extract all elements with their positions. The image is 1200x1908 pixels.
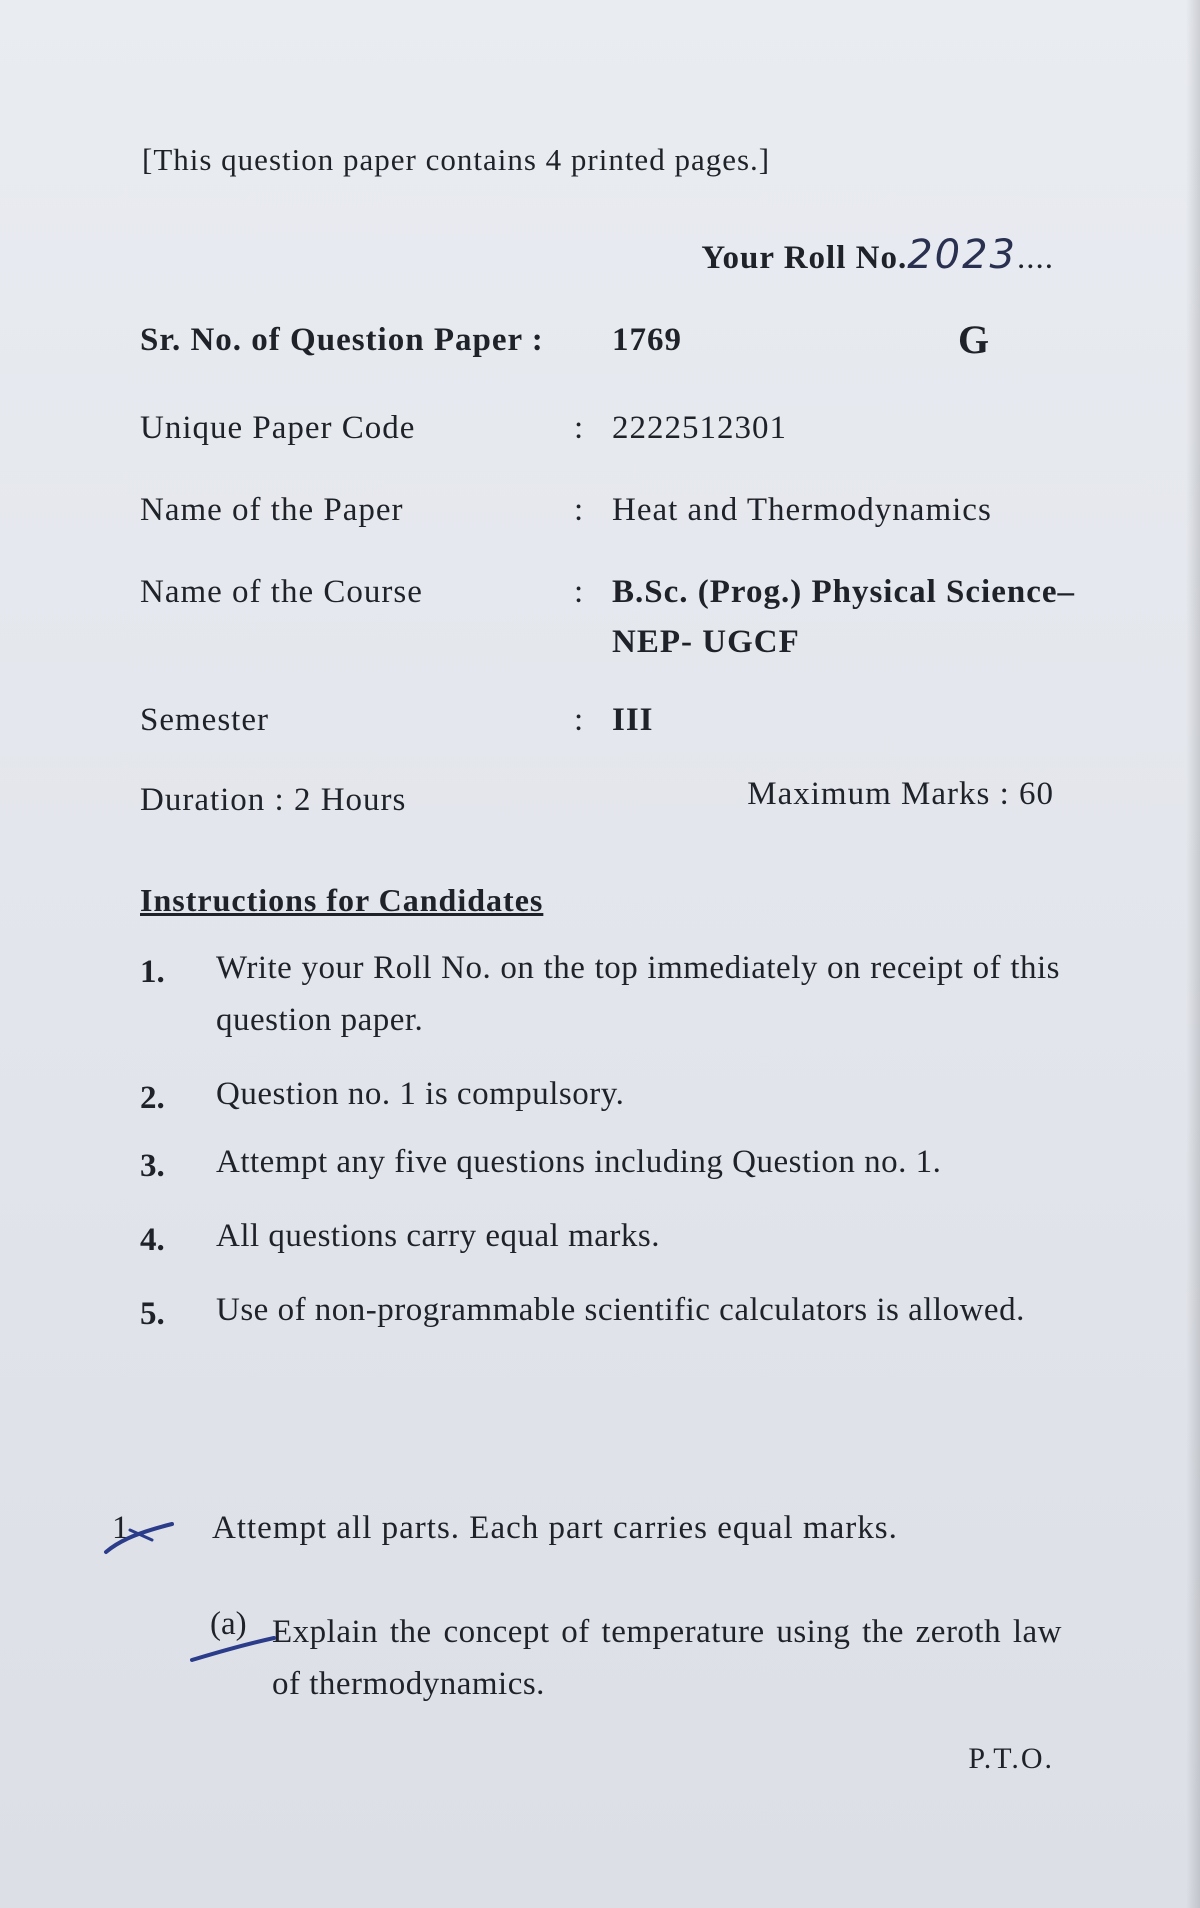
serial-number-value: 1769 xyxy=(612,322,682,358)
course-name-value: B.Sc. (Prog.) Physical Science– xyxy=(612,574,1075,610)
instructions-heading: Instructions for Candidates xyxy=(140,882,544,918)
paper-name-value: Heat and Thermodynamics xyxy=(612,492,992,528)
instruction-text: Question no. 1 is compulsory. xyxy=(216,1076,625,1112)
semester-colon: : xyxy=(574,702,584,738)
instruction-number: 3. xyxy=(140,1148,165,1184)
please-turn-over: P.T.O. xyxy=(968,1742,1054,1775)
serial-number-label: Sr. No. of Question Paper : xyxy=(140,322,544,358)
roll-number-label: Your Roll No. xyxy=(701,240,908,276)
paper-set-letter: G xyxy=(958,317,990,362)
paper-code-colon: : xyxy=(574,410,584,446)
page-count-note: [This question paper contains 4 printed pages.] xyxy=(142,142,771,177)
question-part-text: Explain the concept of temperature using the zeroth law of thermodynamics. xyxy=(272,1614,1062,1702)
question-text: Attempt all parts. Each part carries equal marks. xyxy=(212,1510,898,1546)
duration-text: Duration : 2 Hours xyxy=(140,782,407,818)
course-name-value-line2: NEP- UGCF xyxy=(612,624,800,660)
instruction-number: 4. xyxy=(140,1222,165,1258)
paper-name-colon: : xyxy=(574,492,584,528)
course-name-label: Name of the Course xyxy=(140,574,423,610)
paper-code-value: 2222512301 xyxy=(612,410,787,446)
instruction-text: Use of non-programmable scientific calculators is allowed. xyxy=(216,1292,1025,1328)
roll-number-field xyxy=(701,232,1054,278)
question-number: 1. xyxy=(112,1510,137,1546)
semester-value: III xyxy=(612,702,654,738)
paper-name-label: Name of the Paper xyxy=(140,492,404,528)
roll-number-handwritten: 2023 xyxy=(907,232,1017,278)
instruction-text: All questions carry equal marks. xyxy=(216,1218,660,1254)
instruction-number: 2. xyxy=(140,1080,165,1116)
roll-number-dots: .... xyxy=(1017,240,1054,276)
instruction-text: Write your Roll No. on the top immediately on receipt of this question paper. xyxy=(216,950,1060,1038)
course-name-colon: : xyxy=(574,574,584,610)
instruction-text: Attempt any five questions including Question no. 1. xyxy=(216,1144,942,1180)
instruction-number: 1. xyxy=(140,954,165,990)
semester-label: Semester xyxy=(140,702,269,738)
instruction-number: 5. xyxy=(140,1296,165,1332)
paper-code-label: Unique Paper Code xyxy=(140,410,416,446)
question-part-label: (a) xyxy=(210,1606,247,1642)
maximum-marks-text: Maximum Marks : 60 xyxy=(747,776,1054,812)
